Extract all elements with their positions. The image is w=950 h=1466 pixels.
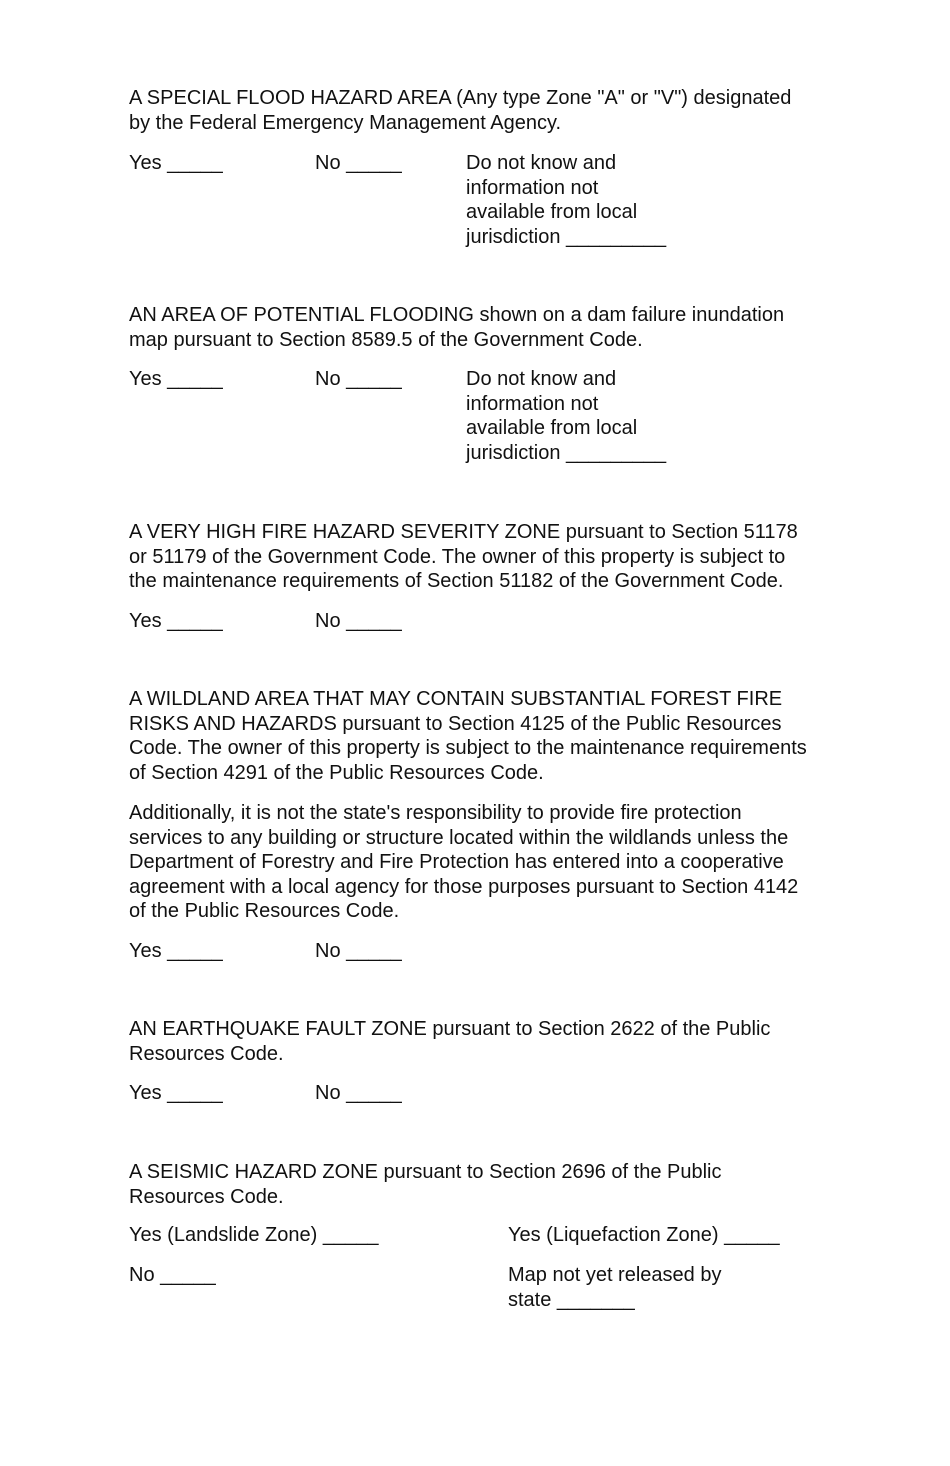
special-flood-hazard-text: A SPECIAL FLOOD HAZARD AREA (Any type Zone "A" or "V") designated by the Federal Emergency Management Agency.	[129, 87, 792, 134]
seismic-no-field[interactable]: No _____	[129, 1264, 216, 1286]
earthquake-no-field[interactable]: No _____	[315, 1082, 402, 1104]
seismic-map-not-released-field[interactable]: Map not yet released by state _______	[508, 1264, 722, 1311]
seismic-yes-liquefaction-field[interactable]: Yes (Liquefaction Zone) _____	[508, 1224, 780, 1246]
earthquake-yes-field[interactable]: Yes _____	[129, 1082, 223, 1104]
wildland-no-field[interactable]: No _____	[315, 940, 402, 962]
potential-flooding-yes-field[interactable]: Yes _____	[129, 368, 223, 390]
wildland-yes-field[interactable]: Yes _____	[129, 940, 223, 962]
wildland-area-text: A WILDLAND AREA THAT MAY CONTAIN SUBSTANTIAL FOREST FIRE RISKS AND HAZARDS pursuant to Section 4125 of the Public Resources Code. The owner of this property is subject to the maintenance requirements of Section 4291 of the Public Resources Code.	[129, 688, 807, 784]
potential-flooding-no-field[interactable]: No _____	[315, 368, 402, 390]
special-flood-no-field[interactable]: No _____	[315, 152, 402, 174]
special-flood-unknown-field[interactable]: Do not know and information not available from local jurisdiction _________	[466, 152, 667, 248]
seismic-hazard-zone-text: A SEISMIC HAZARD ZONE pursuant to Section 2696 of the Public Resources Code.	[129, 1161, 722, 1208]
wildland-additional-text: Additionally, it is not the state's responsibility to provide fire protection services to any building or structure located within the wildlands unless the Department of Forestry and Fire Protection has entered into a cooperative agreement with a local agency for those purposes pursuant to Section 4142 of the Public Resources Code.	[129, 802, 799, 922]
earthquake-fault-zone-text: AN EARTHQUAKE FAULT ZONE pursuant to Section 2622 of the Public Resources Code.	[129, 1018, 771, 1065]
potential-flooding-text: AN AREA OF POTENTIAL FLOODING shown on a dam failure inundation map pursuant to Section 8589.5 of the Government Code.	[129, 304, 785, 351]
fire-hazard-yes-field[interactable]: Yes _____	[129, 610, 223, 632]
fire-hazard-no-field[interactable]: No _____	[315, 610, 402, 632]
special-flood-yes-field[interactable]: Yes _____	[129, 152, 223, 174]
potential-flooding-unknown-field[interactable]: Do not know and information not available from local jurisdiction _________	[466, 368, 667, 464]
fire-hazard-zone-text: A VERY HIGH FIRE HAZARD SEVERITY ZONE pursuant to Section 51178 or 51179 of the Government Code. The owner of this property is subject to the maintenance requirements of Section 51182 of the Government Code.	[129, 521, 798, 592]
seismic-yes-landslide-field[interactable]: Yes (Landslide Zone) _____	[129, 1224, 379, 1246]
